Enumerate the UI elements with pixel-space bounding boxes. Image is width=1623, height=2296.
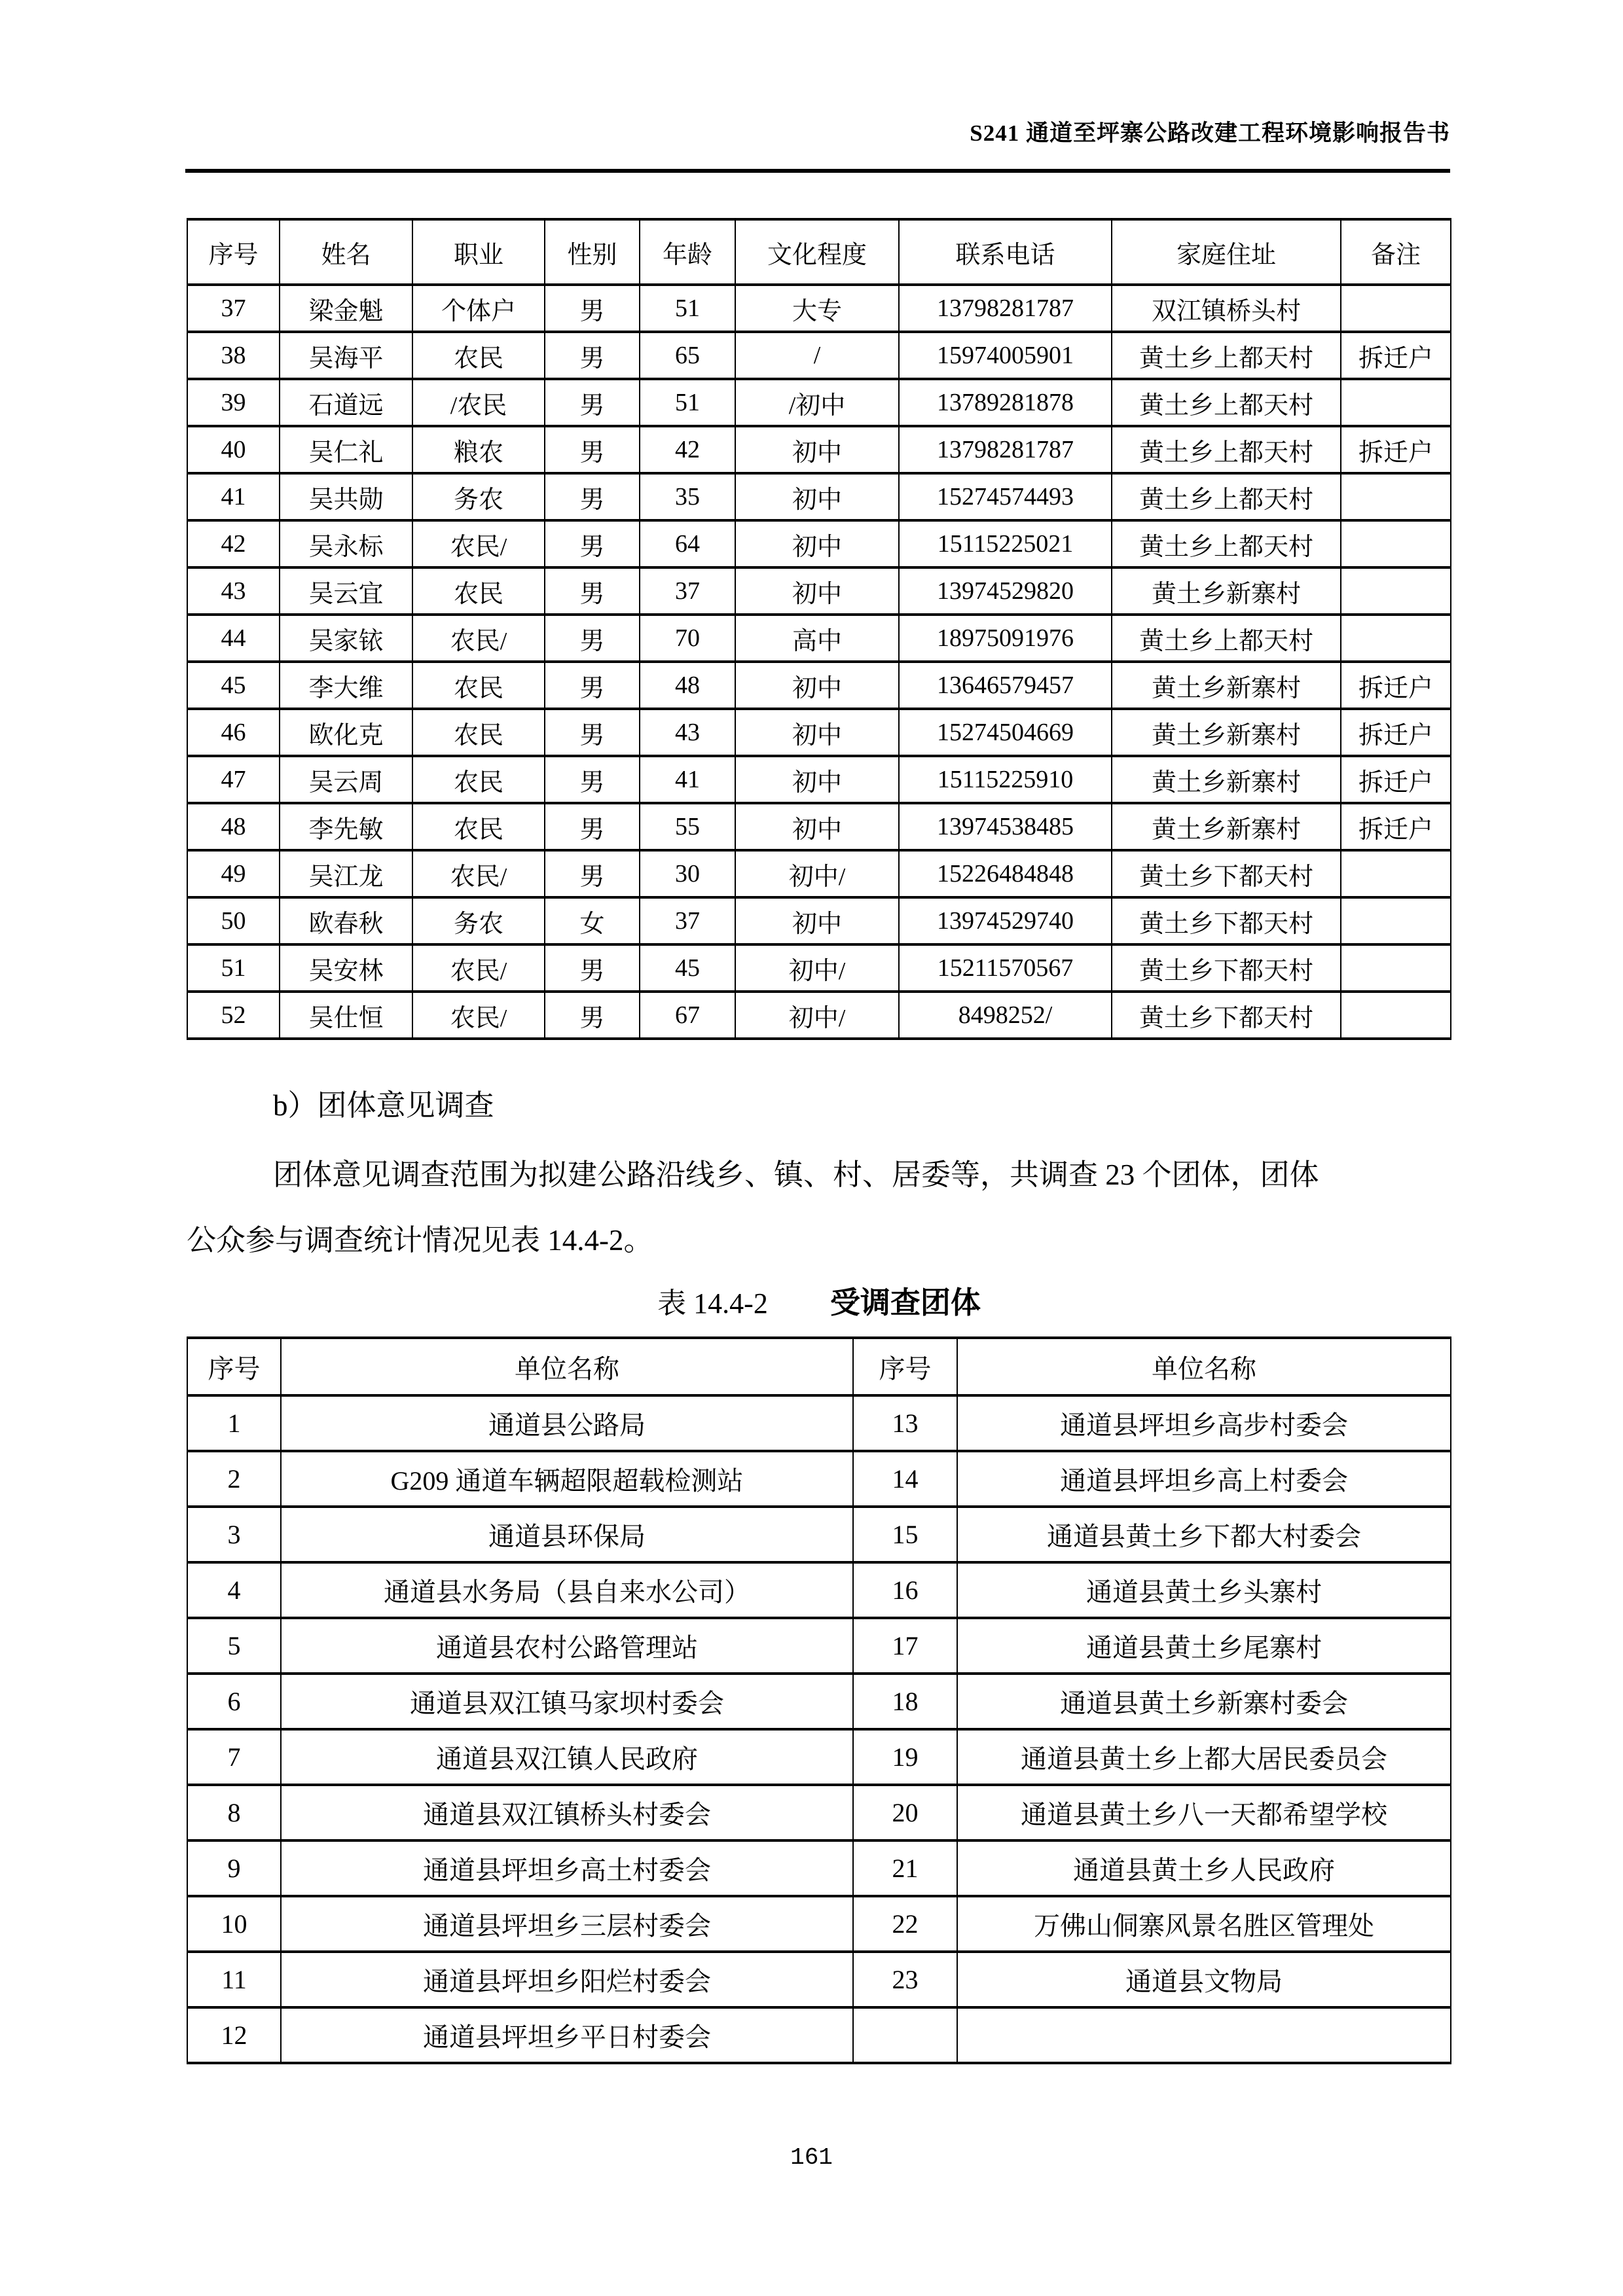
table-cell: 黄土乡上都天村 [1112, 615, 1341, 662]
table-cell [1341, 285, 1451, 332]
table-cell: 高中 [735, 615, 899, 662]
table-cell: 农民/ [412, 992, 545, 1039]
table-cell: 13798281787 [899, 285, 1112, 332]
table-cell: 拆迁户 [1341, 332, 1451, 379]
paragraph-line-1: 团体意见调查范围为拟建公路沿线乡、镇、村、居委等，共调查 23 个团体，团体 [273, 1158, 1319, 1191]
table-cell: 拆迁户 [1341, 803, 1451, 850]
table-cell: 女 [545, 897, 640, 944]
table-cell: 通道县黄土乡新寨村委会 [957, 1674, 1451, 1729]
table-cell: 65 [640, 332, 735, 379]
table-cell: 农民/ [412, 615, 545, 662]
table-cell: 37 [187, 285, 280, 332]
table-cell: 男 [545, 520, 640, 567]
table-cell: 13 [853, 1395, 957, 1451]
table-cell: 男 [545, 426, 640, 473]
table-cell: 个体户 [412, 285, 545, 332]
table-cell: 2 [187, 1451, 281, 1507]
table-cell: 黄土乡新寨村 [1112, 756, 1341, 803]
table-cell: 农民 [412, 332, 545, 379]
table-cell: 19 [853, 1729, 957, 1785]
table-cell: 9 [187, 1840, 281, 1896]
table-cell: 粮农 [412, 426, 545, 473]
table-row [187, 944, 1451, 992]
table-cell: 51 [640, 379, 735, 426]
table-cell: 农民 [412, 567, 545, 615]
table-cell: 男 [545, 803, 640, 850]
table-cell: 22 [853, 1896, 957, 1952]
table-cell: 通道县坪坦乡高步村委会 [957, 1395, 1451, 1451]
table-cell [1341, 615, 1451, 662]
column-header: 序号 [187, 1338, 281, 1395]
table-cell: 5 [187, 1618, 281, 1674]
table-cell: / [735, 332, 899, 379]
table-cell: 15115225021 [899, 520, 1112, 567]
table-cell: 黄土乡新寨村 [1112, 662, 1341, 709]
table-cell: 14 [853, 1451, 957, 1507]
table-cell: 通道县黄土乡八一天都希望学校 [957, 1785, 1451, 1840]
table-row [187, 1896, 1451, 1952]
table-cell: 吴安林 [280, 944, 412, 992]
table-cell: 52 [187, 992, 280, 1039]
table-cell: 欧春秋 [280, 897, 412, 944]
table-cell: 黄土乡下都天村 [1112, 944, 1341, 992]
table-cell: 45 [640, 944, 735, 992]
table-cell: 黄土乡下都天村 [1112, 992, 1341, 1039]
table-cell: 拆迁户 [1341, 756, 1451, 803]
section-heading: b）团体意见调查 [273, 1089, 494, 1122]
table-cell: 67 [640, 992, 735, 1039]
column-header: 职业 [412, 219, 545, 285]
table-row [187, 1840, 1451, 1896]
table-row [187, 1451, 1451, 1507]
report-title: S241 通道至坪寨公路改建工程环境影响报告书 [970, 120, 1450, 146]
table-cell: 男 [545, 332, 640, 379]
table-cell: 通道县水务局（县自来水公司） [281, 1562, 853, 1618]
table-cell [1341, 520, 1451, 567]
table-cell: 初中 [735, 756, 899, 803]
table-cell: 38 [187, 332, 280, 379]
table-cell: 18 [853, 1674, 957, 1729]
table-cell: 农民/ [412, 520, 545, 567]
table-cell: 55 [640, 803, 735, 850]
table-cell: 64 [640, 520, 735, 567]
table-cell: /初中 [735, 379, 899, 426]
table-row [187, 1952, 1451, 2007]
table-caption-label: 表 14.4-2 [657, 1287, 768, 1319]
table-cell [1341, 850, 1451, 897]
table-cell [1341, 473, 1451, 520]
table-cell: 黄土乡新寨村 [1112, 709, 1341, 756]
table-cell: 男 [545, 379, 640, 426]
table-cell: 大专 [735, 285, 899, 332]
table-cell: 20 [853, 1785, 957, 1840]
table-cell: 3 [187, 1507, 281, 1562]
table-cell: 男 [545, 615, 640, 662]
table-row [187, 379, 1451, 426]
table-cell: 通道县文物局 [957, 1952, 1451, 2007]
table-cell: 12 [187, 2007, 281, 2063]
table-row [187, 1618, 1451, 1674]
table-cell: 37 [640, 897, 735, 944]
table-cell: 男 [545, 756, 640, 803]
table-cell: 农民 [412, 709, 545, 756]
table-cell: 通道县坪坦乡高土村委会 [281, 1840, 853, 1896]
table-row [187, 1507, 1451, 1562]
table-cell: 50 [187, 897, 280, 944]
table-cell: 初中/ [735, 944, 899, 992]
table-cell: 13974538485 [899, 803, 1112, 850]
table-cell: 35 [640, 473, 735, 520]
table-cell: 通道县坪坦乡高上村委会 [957, 1451, 1451, 1507]
table-cell: 15274574493 [899, 473, 1112, 520]
table-cell: 黄土乡上都天村 [1112, 379, 1341, 426]
table-cell: 15 [853, 1507, 957, 1562]
table-cell: 男 [545, 944, 640, 992]
table-cell: 吴永标 [280, 520, 412, 567]
table-cell: 46 [187, 709, 280, 756]
table-row [187, 756, 1451, 803]
table-cell: 务农 [412, 473, 545, 520]
table-cell: 7 [187, 1729, 281, 1785]
table-row [187, 520, 1451, 567]
table-cell: 梁金魁 [280, 285, 412, 332]
table-header-row [187, 1338, 1451, 1395]
table-cell: 欧化克 [280, 709, 412, 756]
table-cell: 男 [545, 567, 640, 615]
table-cell: 10 [187, 1896, 281, 1952]
table-cell: 39 [187, 379, 280, 426]
table-cell: 42 [640, 426, 735, 473]
column-header: 单位名称 [281, 1338, 853, 1395]
table-cell: 通道县坪坦乡阳烂村委会 [281, 1952, 853, 2007]
table-cell: 男 [545, 285, 640, 332]
table-cell: 黄土乡新寨村 [1112, 567, 1341, 615]
table-row [187, 285, 1451, 332]
table-cell: 37 [640, 567, 735, 615]
table-cell: 拆迁户 [1341, 709, 1451, 756]
table-cell: 17 [853, 1618, 957, 1674]
table-cell: 吴仕恒 [280, 992, 412, 1039]
table-cell: 48 [187, 803, 280, 850]
table-cell: 1 [187, 1395, 281, 1451]
table-cell: 43 [640, 709, 735, 756]
column-header: 备注 [1341, 219, 1451, 285]
table-cell: 通道县公路局 [281, 1395, 853, 1451]
table-cell: 吴仁礼 [280, 426, 412, 473]
table-cell: 8498252/ [899, 992, 1112, 1039]
table-cell: 13798281787 [899, 426, 1112, 473]
column-header: 联系电话 [899, 219, 1112, 285]
column-header: 家庭住址 [1112, 219, 1341, 285]
table-row [187, 1562, 1451, 1618]
table-cell: 45 [187, 662, 280, 709]
table-row [187, 1674, 1451, 1729]
table-cell: G209 通道车辆超限超载检测站 [281, 1451, 853, 1507]
table-cell: 41 [640, 756, 735, 803]
page-number: 161 [790, 2144, 833, 2171]
table-cell: 农民/ [412, 944, 545, 992]
table-cell: 通道县黄土乡头寨村 [957, 1562, 1451, 1618]
table-row [187, 1785, 1451, 1840]
table-row [187, 850, 1451, 897]
table-cell: 吴云宜 [280, 567, 412, 615]
table-cell: 8 [187, 1785, 281, 1840]
table-cell [1341, 567, 1451, 615]
table-cell: 15115225910 [899, 756, 1112, 803]
table-cell: 通道县双江镇人民政府 [281, 1729, 853, 1785]
table-cell: 初中 [735, 662, 899, 709]
table-cell: 农民/ [412, 850, 545, 897]
column-header: 文化程度 [735, 219, 899, 285]
table-cell: 初中/ [735, 992, 899, 1039]
table-cell: 拆迁户 [1341, 426, 1451, 473]
table-cell: 51 [187, 944, 280, 992]
table-cell: 15211570567 [899, 944, 1112, 992]
table-cell: 40 [187, 426, 280, 473]
column-header: 序号 [187, 219, 280, 285]
table-cell: 通道县黄土乡下都大村委会 [957, 1507, 1451, 1562]
table-cell: 吴云周 [280, 756, 412, 803]
table-cell: 吴江龙 [280, 850, 412, 897]
public-survey-table [187, 218, 1451, 1040]
table-cell: 70 [640, 615, 735, 662]
table-row [187, 992, 1451, 1039]
table-cell: 15274504669 [899, 709, 1112, 756]
table-cell: 通道县农村公路管理站 [281, 1618, 853, 1674]
table-cell: 44 [187, 615, 280, 662]
table-cell: 15974005901 [899, 332, 1112, 379]
table-cell [957, 2007, 1451, 2063]
table-cell: 男 [545, 992, 640, 1039]
table-cell: /农民 [412, 379, 545, 426]
table-cell: 吴家铱 [280, 615, 412, 662]
table-cell: 通道县环保局 [281, 1507, 853, 1562]
table-caption-title: 受调查团体 [830, 1286, 981, 1319]
table-row [187, 615, 1451, 662]
table-cell: 务农 [412, 897, 545, 944]
table-row [187, 2007, 1451, 2063]
table-cell: 黄土乡下都天村 [1112, 850, 1341, 897]
table-cell: 石道远 [280, 379, 412, 426]
table-cell: 黄土乡新寨村 [1112, 803, 1341, 850]
table-row [187, 1729, 1451, 1785]
table-cell: 47 [187, 756, 280, 803]
table-row [187, 1395, 1451, 1451]
table-row [187, 662, 1451, 709]
table-cell: 初中 [735, 473, 899, 520]
table-cell: 4 [187, 1562, 281, 1618]
table-cell: 拆迁户 [1341, 662, 1451, 709]
table-cell: 黄土乡下都天村 [1112, 897, 1341, 944]
table-header-row [187, 219, 1451, 285]
table-cell: 30 [640, 850, 735, 897]
table-cell: 农民 [412, 756, 545, 803]
table-cell: 48 [640, 662, 735, 709]
table-cell: 通道县黄土乡上都大居民委员会 [957, 1729, 1451, 1785]
table-cell: 吴共勋 [280, 473, 412, 520]
table-cell: 15226484848 [899, 850, 1112, 897]
table-cell: 农民 [412, 803, 545, 850]
table-cell: 初中 [735, 897, 899, 944]
table-row [187, 426, 1451, 473]
surveyed-groups-table [187, 1336, 1451, 2064]
table-cell: 黄土乡上都天村 [1112, 426, 1341, 473]
table-cell: 49 [187, 850, 280, 897]
table-row [187, 709, 1451, 756]
table-cell: 通道县双江镇马家坝村委会 [281, 1674, 853, 1729]
table-cell: 黄土乡上都天村 [1112, 473, 1341, 520]
table-cell: 男 [545, 709, 640, 756]
column-header: 年龄 [640, 219, 735, 285]
table-cell: 41 [187, 473, 280, 520]
table-cell: 初中/ [735, 850, 899, 897]
table-cell [1341, 897, 1451, 944]
table-cell: 初中 [735, 709, 899, 756]
table-cell: 黄土乡上都天村 [1112, 332, 1341, 379]
table-row [187, 473, 1451, 520]
table-row [187, 567, 1451, 615]
table-cell: 16 [853, 1562, 957, 1618]
paragraph-line-2: 公众参与调查统计情况见表 14.4-2。 [187, 1224, 653, 1257]
table-cell: 吴海平 [280, 332, 412, 379]
table-cell [1341, 379, 1451, 426]
table-cell: 双江镇桥头村 [1112, 285, 1341, 332]
column-header: 性别 [545, 219, 640, 285]
column-header: 姓名 [280, 219, 412, 285]
table-cell: 农民 [412, 662, 545, 709]
table-cell: 李先敏 [280, 803, 412, 850]
table-cell: 初中 [735, 426, 899, 473]
table-cell [1341, 992, 1451, 1039]
table-cell: 初中 [735, 520, 899, 567]
table-cell: 13974529820 [899, 567, 1112, 615]
table-cell: 23 [853, 1952, 957, 2007]
table-cell: 万佛山侗寨风景名胜区管理处 [957, 1896, 1451, 1952]
column-header: 单位名称 [957, 1338, 1451, 1395]
table-cell [1341, 944, 1451, 992]
table-row [187, 897, 1451, 944]
table-cell [853, 2007, 957, 2063]
table-cell: 42 [187, 520, 280, 567]
table-cell: 13789281878 [899, 379, 1112, 426]
table-cell: 初中 [735, 567, 899, 615]
table-cell: 通道县坪坦乡三层村委会 [281, 1896, 853, 1952]
column-header: 序号 [853, 1338, 957, 1395]
table-cell: 通道县双江镇桥头村委会 [281, 1785, 853, 1840]
table-cell: 51 [640, 285, 735, 332]
table-cell: 11 [187, 1952, 281, 2007]
table-cell: 43 [187, 567, 280, 615]
table-cell: 6 [187, 1674, 281, 1729]
table-cell: 通道县黄土乡人民政府 [957, 1840, 1451, 1896]
table-cell: 18975091976 [899, 615, 1112, 662]
table-caption [187, 1279, 1451, 1322]
table-cell: 通道县黄土乡尾寨村 [957, 1618, 1451, 1674]
table-cell: 21 [853, 1840, 957, 1896]
table-cell: 13974529740 [899, 897, 1112, 944]
header-divider [185, 169, 1450, 173]
table-cell: 黄土乡上都天村 [1112, 520, 1341, 567]
table-cell: 李大维 [280, 662, 412, 709]
table-cell: 男 [545, 473, 640, 520]
table-row [187, 803, 1451, 850]
table-row [187, 332, 1451, 379]
table-cell: 男 [545, 850, 640, 897]
table-cell: 13646579457 [899, 662, 1112, 709]
table-cell: 初中 [735, 803, 899, 850]
table-cell: 通道县坪坦乡平日村委会 [281, 2007, 853, 2063]
table-cell: 男 [545, 662, 640, 709]
